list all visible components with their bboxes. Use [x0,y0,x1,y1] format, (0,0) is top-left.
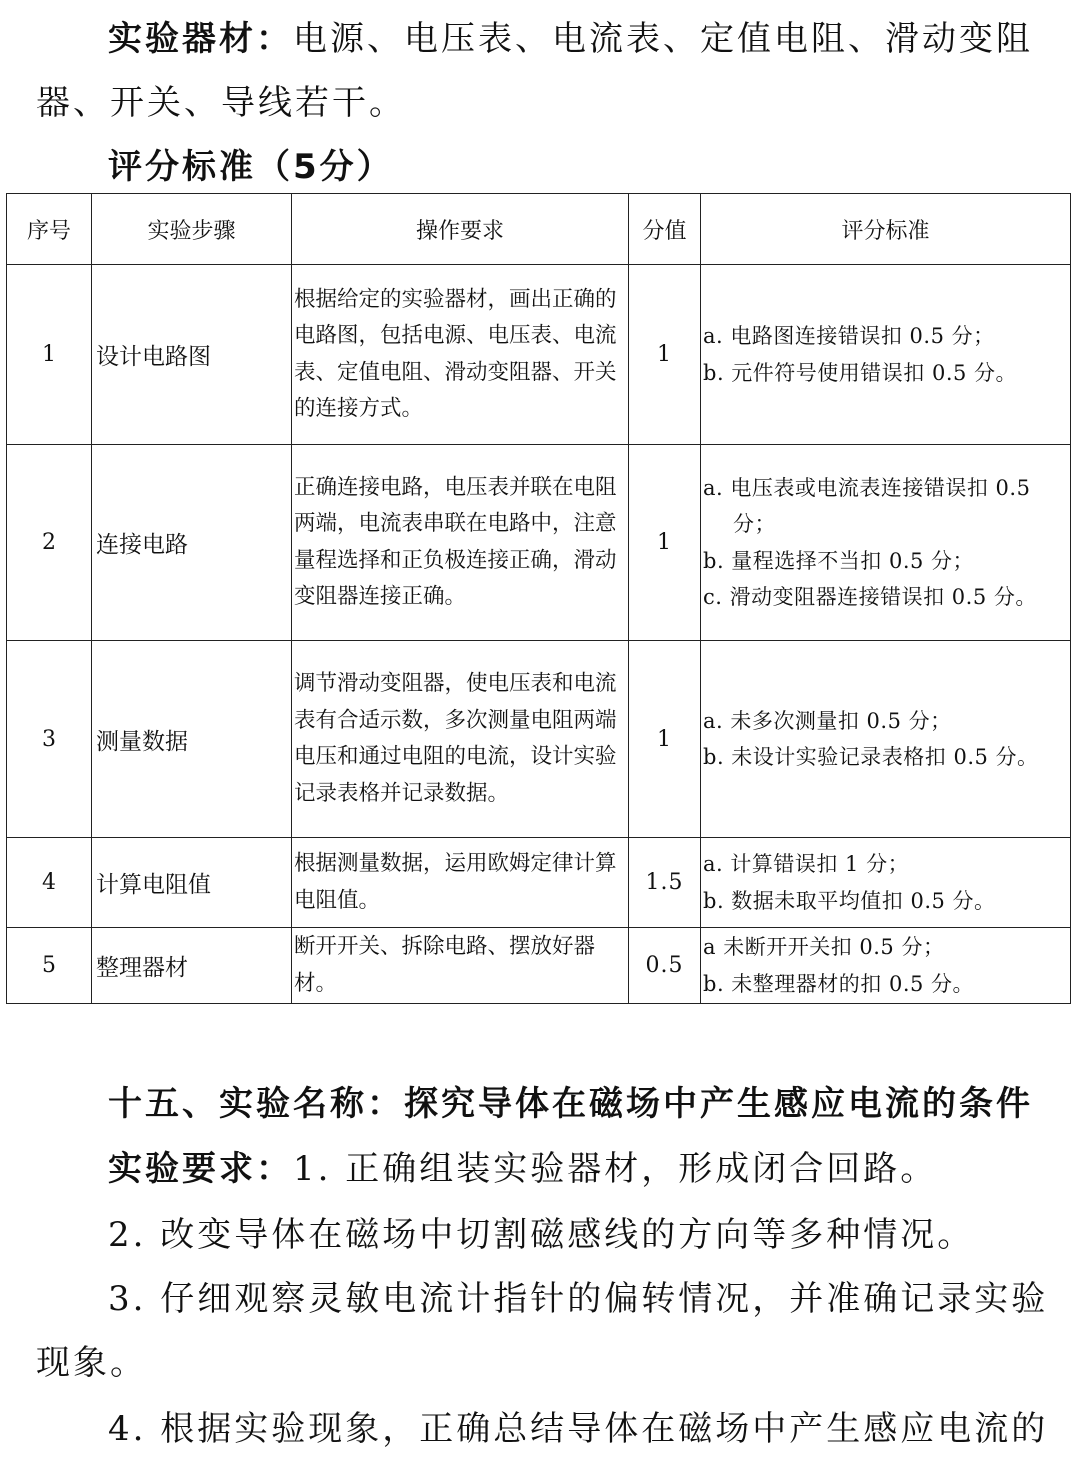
row-requirement: 调节滑动变阻器，使电压表和电流表有合适示数，多次测量电阻两端电压和通过电阻的电流，设计实验记录表格并记录数据。 [292,641,629,838]
table-row [7,641,1071,838]
equipment-line-2: 器、开关、导线若干。 [36,83,406,123]
row-value: 1 [629,265,701,445]
header-value: 分值 [629,194,701,265]
table-row [7,265,1071,445]
header-criteria: 评分标准 [701,194,1071,265]
criteria-line: c. 滑动变阻器连接错误扣 0.5 分。 [703,585,1037,609]
row-no: 4 [7,838,92,928]
row-step: 计算电阻值 [92,838,292,928]
scoring-table [6,193,1071,1004]
criteria-line: a. 计算错误扣 1 分； [703,852,910,876]
criteria-line: a. 电压表或电流表连接错误扣 0.5 [703,475,1031,500]
criteria-line: a. 未多次测量扣 0.5 分； [703,708,952,733]
criteria-line: b. 数据未取平均值扣 0.5 分。 [703,888,996,913]
row-value: 0.5 [629,928,701,1004]
row-criteria [701,265,1071,445]
scoring-title: 评分标准（5分） [108,147,394,187]
experiment-15-title: 十五、实验名称：探究导体在磁场中产生感应电流的条件 [108,1084,1033,1124]
header-requirement: 操作要求 [292,194,629,265]
criteria-line: a. 电路图连接错误扣 0.5 分； [703,324,995,348]
row-step: 设计电路图 [92,265,292,445]
criteria-line: b. 未设计实验记录表格扣 0.5 分。 [703,745,1039,769]
criteria-line: b. 未整理器材的扣 0.5 分。 [703,971,975,996]
row-value: 1 [629,641,701,838]
row-requirement: 根据测量数据，运用欧姆定律计算电阻值。 [292,838,629,928]
requirement-text: 1. 正确组装实验器材，形成闭合回路。 [293,1149,938,1189]
row-requirement: 断开开关、拆除电路、摆放好器材。 [292,928,629,1004]
experiment-15-requirement-3-cont: 现象。 [36,1343,147,1383]
row-requirement: 根据给定的实验器材，画出正确的电路图，包括电源、电压表、电流表、定值电阻、滑动变阻器、开关的连接方式。 [292,265,629,445]
row-no: 1 [7,265,92,445]
row-step: 整理器材 [92,928,292,1004]
criteria-line: b. 量程选择不当扣 0.5 分； [703,548,975,573]
table-header-row [7,194,1071,265]
experiment-15-requirement-1 [0,1138,1080,1200]
table-row [7,445,1071,641]
experiment-15-requirement-2: 2. 改变导体在磁场中切割磁感线的方向等多种情况。 [108,1215,975,1255]
header-no: 序号 [7,194,92,265]
equipment-text: 电源、电压表、电流表、定值电阻、滑动变阻 [293,19,1033,59]
row-step: 连接电路 [92,445,292,641]
row-criteria [701,445,1071,641]
row-requirement: 正确连接电路，电压表并联在电阻两端，电流表串联在电路中，注意量程选择和正负极连接正确，滑动变阻器连接正确。 [292,445,629,641]
experiment-15-requirement-3: 3. 仔细观察灵敏电流计指针的偏转情况，并准确记录实验 [108,1279,1049,1319]
table-row [7,838,1071,928]
criteria-line: a 未断开开关扣 0.5 分； [703,935,945,959]
criteria-line: b. 元件符号使用错误扣 0.5 分。 [703,360,1018,385]
experiment-15-requirement-4: 4. 根据实验现象，正确总结导体在磁场中产生感应电流的 [108,1409,1049,1449]
row-no: 2 [7,445,92,641]
row-no: 3 [7,641,92,838]
row-no: 5 [7,928,92,1004]
row-value: 1.5 [629,838,701,928]
equipment-label: 实验器材： [108,19,293,59]
row-criteria [701,838,1071,928]
header-step: 实验步骤 [92,194,292,265]
table-row [7,928,1071,1004]
requirement-label: 实验要求： [108,1149,293,1189]
row-criteria [701,928,1071,1004]
row-value: 1 [629,445,701,641]
criteria-line-continuation: 分； [733,512,776,536]
row-criteria [701,641,1071,838]
equipment-line-1 [0,8,1080,70]
row-step: 测量数据 [92,641,292,838]
